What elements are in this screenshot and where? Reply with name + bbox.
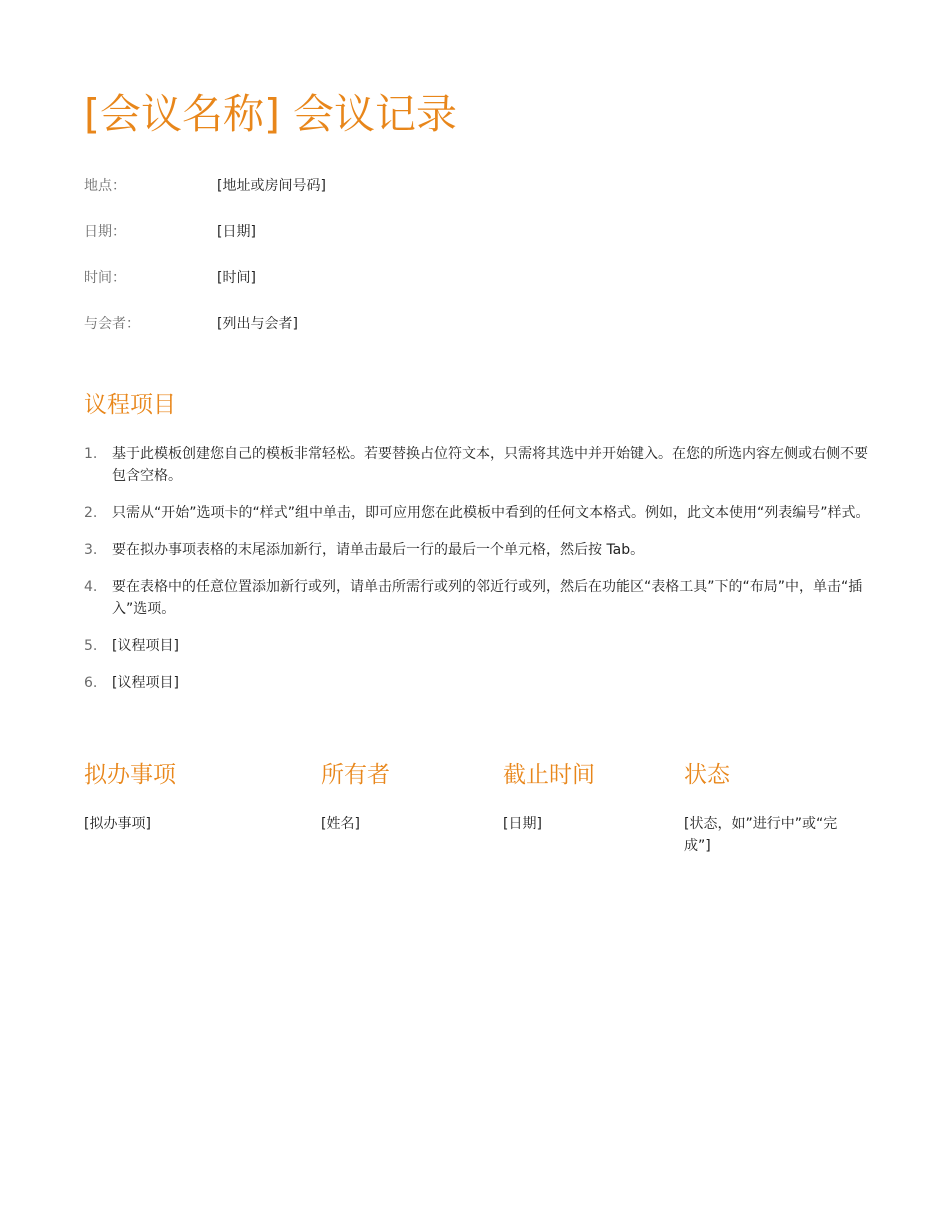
agenda-item xyxy=(84,539,874,561)
attendees-label: 与会者： xyxy=(84,316,140,332)
agenda-item xyxy=(84,635,874,657)
table-cell-action-item: [拟办事项] xyxy=(84,816,151,832)
table-header-action-item: 拟办事项 xyxy=(84,762,176,788)
date-label: 日期： xyxy=(84,224,126,240)
agenda-item-number: 1. xyxy=(84,446,98,462)
agenda-item-number: 6. xyxy=(84,675,98,691)
attendees-value: [列出与会者] xyxy=(217,316,298,332)
meta-row-attendees xyxy=(84,312,784,336)
agenda-item-text: 只需从“开始”选项卡的“样式”组中单击，即可应用您在此模板中看到的任何文本格式。例如，此文本使用“列表编号”样式。 xyxy=(112,505,870,521)
location-label: 地点： xyxy=(84,178,126,194)
date-value: [日期] xyxy=(217,224,256,240)
agenda-item-text: 基于此模板创建您自己的模板非常轻松。若要替换占位符文本，只需将其选中并开始键入。在您的所选内容左侧或右侧不要包含空格。 xyxy=(112,446,868,484)
agenda-item-number: 3. xyxy=(84,542,98,558)
agenda-item-text: [议程项目] xyxy=(112,675,179,691)
table-cell-owner: [姓名] xyxy=(321,816,360,832)
agenda-item-text: 要在表格中的任意位置添加新行或列，请单击所需行或列的邻近行或列，然后在功能区“表格工具”下的“布局”中，单击“插入”选项。 xyxy=(112,579,863,617)
time-label: 时间： xyxy=(84,270,126,286)
agenda-item xyxy=(84,576,874,620)
table-header-deadline: 截止时间 xyxy=(503,762,595,788)
agenda-list xyxy=(84,443,874,694)
meta-row-location xyxy=(84,174,784,198)
agenda-item-number: 2. xyxy=(84,505,98,521)
agenda-item xyxy=(84,672,874,694)
time-value: [时间] xyxy=(217,270,256,286)
location-value: [地址或房间号码] xyxy=(217,178,326,194)
table-cell-status: [状态，如”进行中”或“完成”] xyxy=(684,816,838,854)
agenda-item-text: 要在拟办事项表格的末尾添加新行，请单击最后一行的最后一个单元格，然后按 Tab。 xyxy=(112,542,645,558)
table-header-owner: 所有者 xyxy=(321,762,390,788)
page-title: [会议名称] 会议记录 xyxy=(84,90,458,138)
meta-row-date xyxy=(84,220,784,244)
agenda-item-number: 4. xyxy=(84,579,98,595)
agenda-item-number: 5. xyxy=(84,638,98,654)
table-header-status: 状态 xyxy=(684,762,730,788)
agenda-item-text: [议程项目] xyxy=(112,638,179,654)
agenda-item xyxy=(84,502,874,524)
agenda-heading: 议程项目 xyxy=(84,392,176,418)
meta-row-time xyxy=(84,266,784,290)
table-cell-deadline: [日期] xyxy=(503,816,542,832)
agenda-item xyxy=(84,443,874,487)
